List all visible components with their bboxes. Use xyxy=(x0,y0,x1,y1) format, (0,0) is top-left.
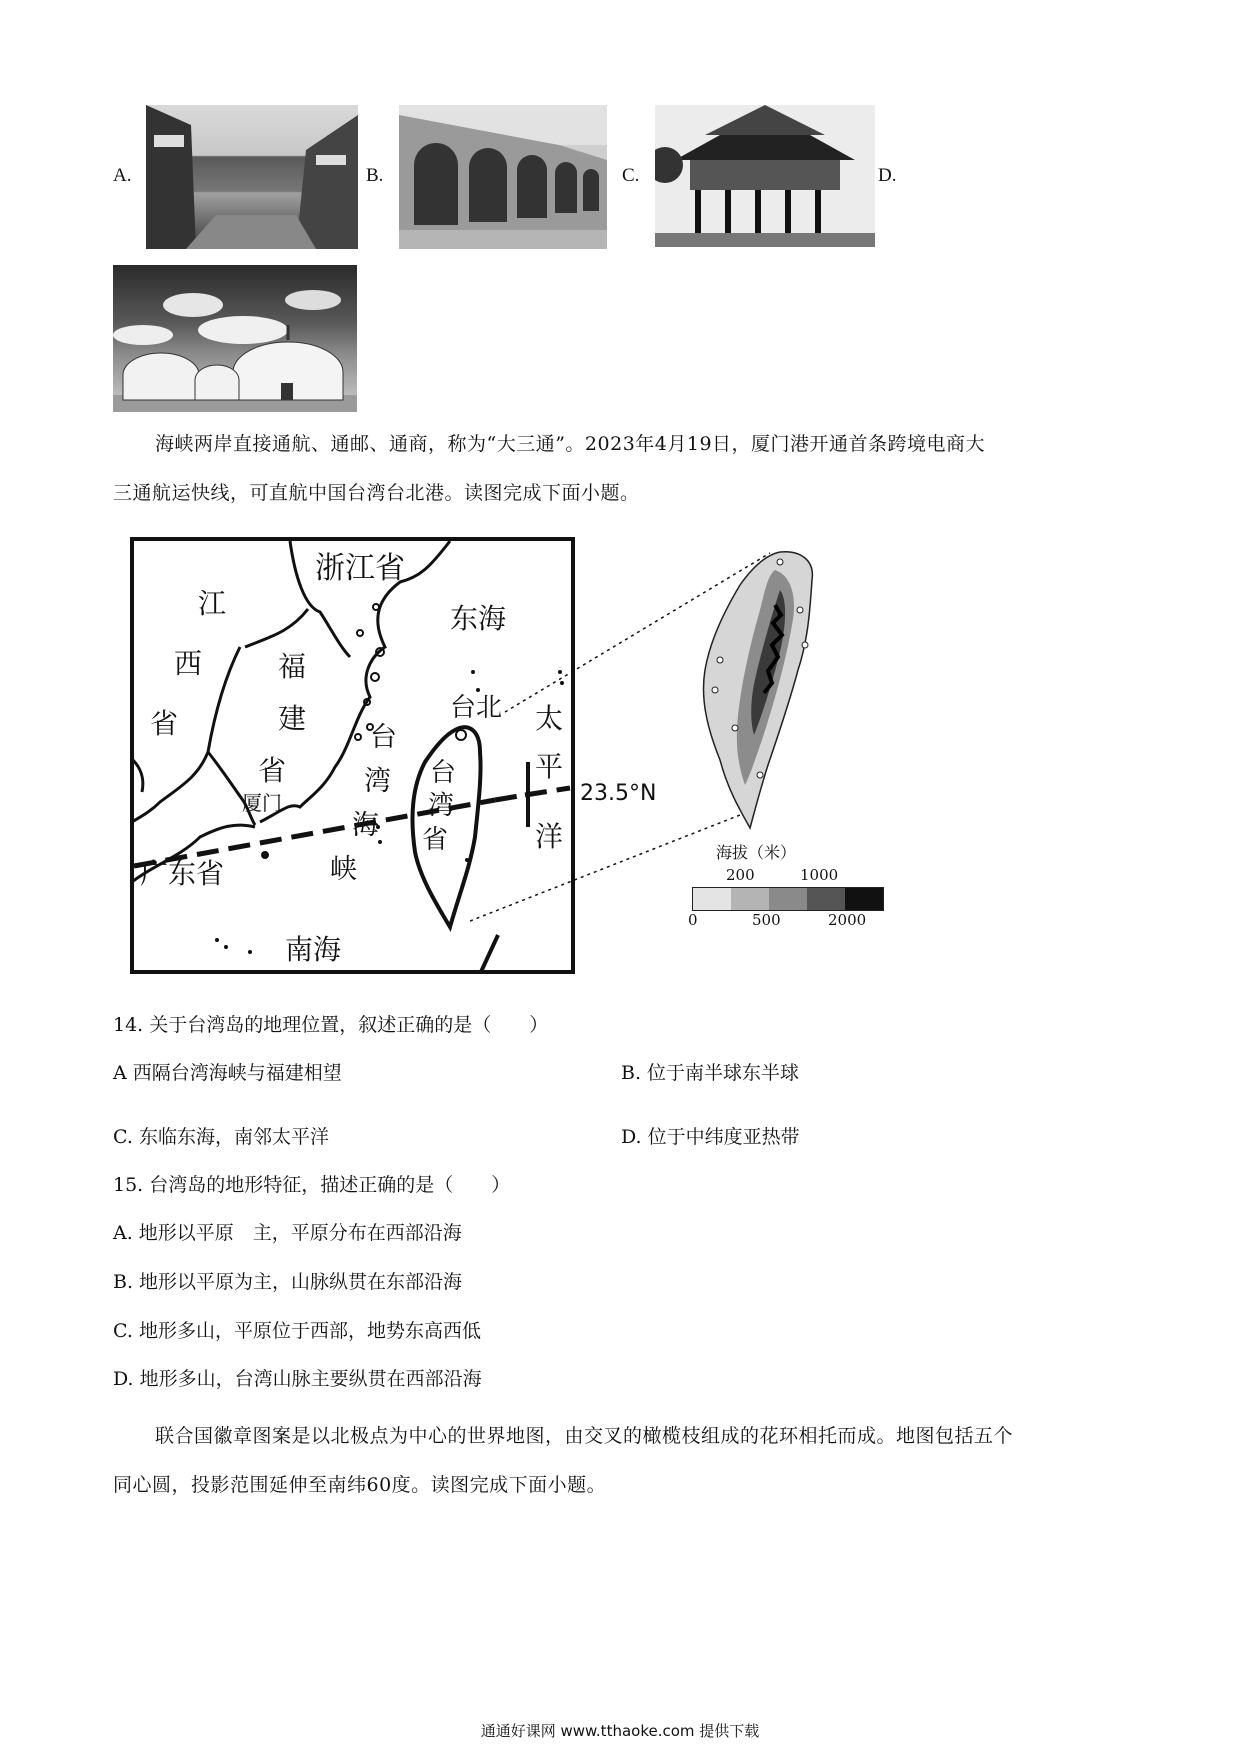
taiwan-relief-inset xyxy=(680,550,830,830)
legend-top-label-1: 200 xyxy=(726,866,755,884)
q15-option-b[interactable]: B. 地形以平原为主，山脉纵贯在东部沿海 xyxy=(113,1271,463,1293)
map-label-pacific-3: 洋 xyxy=(535,820,564,853)
map-label-xiamen: 厦门 xyxy=(242,791,282,815)
map-label-strait-4: 峡 xyxy=(330,854,357,885)
q14-option-c[interactable]: C. 东临东海，南邻太平洋 xyxy=(113,1126,329,1148)
cave-dwelling-photo xyxy=(399,105,607,249)
page-footer: 通通好课网 www.tthaoke.com 提供下载 xyxy=(480,1722,760,1740)
map-label-fujian-2: 建 xyxy=(278,702,307,735)
q15-option-c[interactable]: C. 地形多山，平原位于西部，地势东高西低 xyxy=(113,1320,481,1342)
map-label-jiangxi-2: 西 xyxy=(174,647,203,680)
legend-top-label-2: 1000 xyxy=(800,866,839,884)
legend-swatch xyxy=(731,888,769,910)
map-label-taiwan-3: 省 xyxy=(422,825,449,855)
passage1-line1: 海峡两岸直接通航、通邮、通商，称为“大三通”。2023年4月19日，厦门港开通首条跨境电商大 xyxy=(155,433,986,455)
map-label-fujian-1: 福 xyxy=(278,650,307,683)
map-label-pacific-2: 平 xyxy=(535,750,564,783)
passage1-line2: 三通航运快线，可直航中国台湾台北港。读图完成下面小题。 xyxy=(113,482,640,504)
map-label-taibei: 台北 xyxy=(450,693,503,723)
legend-swatch xyxy=(845,888,883,910)
q14-option-b[interactable]: B. 位于南半球东半球 xyxy=(621,1062,800,1084)
q15-option-d[interactable]: D. 地形多山，台湾山脉主要纵贯在西部沿海 xyxy=(113,1368,482,1390)
legend-swatch xyxy=(769,888,807,910)
option-c-label: C. xyxy=(622,165,640,186)
option-b-label: B. xyxy=(366,165,384,186)
q15-option-a[interactable]: A. 地形以平原 主，平原分布在西部沿海 xyxy=(113,1222,462,1244)
legend-color-scale xyxy=(692,887,884,911)
map-label-donghai: 东海 xyxy=(450,602,507,635)
passage2-line1: 联合国徽章图案是以北极点为中心的世界地图，由交叉的橄榄枝组成的花环相托而成。地图包括五个 xyxy=(155,1425,1014,1447)
map-label-taiwan-1: 台 xyxy=(430,758,457,788)
map-label-jiangxi-3: 省 xyxy=(150,707,179,740)
legend-swatch xyxy=(807,888,845,910)
map-label-strait-3: 海 xyxy=(352,810,379,841)
q14-option-d[interactable]: D. 位于中纬度亚热带 xyxy=(621,1126,800,1148)
yurt-photo xyxy=(113,265,357,412)
map-label-strait-2: 湾 xyxy=(364,766,391,797)
legend-title: 海拔（米） xyxy=(716,843,797,862)
q14-option-a[interactable]: A 西隔台湾海峡与福建相望 xyxy=(113,1062,342,1084)
map-label-latitude: 23.5°N xyxy=(580,781,657,806)
map-label-jiangxi-1: 江 xyxy=(198,587,227,620)
option-d-label: D. xyxy=(878,165,897,186)
passage2-line2: 同心圆，投影范围延伸至南纬60度。读图完成下面小题。 xyxy=(113,1474,607,1496)
stilt-house-photo xyxy=(655,105,875,247)
map-label-taiwan-2: 湾 xyxy=(428,791,455,821)
map-label-guangdong: 广东省 xyxy=(140,857,225,890)
q15-stem: 15. 台湾岛的地形特征，描述正确的是（ ） xyxy=(113,1174,511,1196)
map-label-strait-1: 台 xyxy=(370,722,397,753)
water-town-photo xyxy=(146,105,358,249)
map-label-fujian-3: 省 xyxy=(258,754,287,787)
legend-bottom-label-1: 0 xyxy=(688,911,698,929)
map-label-pacific-1: 太 xyxy=(535,702,564,735)
map-label-zhejiang: 浙江省 xyxy=(315,551,405,586)
q14-stem: 14. 关于台湾岛的地理位置，叙述正确的是（ ） xyxy=(113,1014,549,1036)
legend-bottom-label-3: 2000 xyxy=(828,911,867,929)
map-label-nanhai: 南海 xyxy=(285,933,342,966)
option-a-label: A. xyxy=(113,165,132,186)
legend-swatch xyxy=(693,888,731,910)
legend-bottom-label-2: 500 xyxy=(752,911,781,929)
